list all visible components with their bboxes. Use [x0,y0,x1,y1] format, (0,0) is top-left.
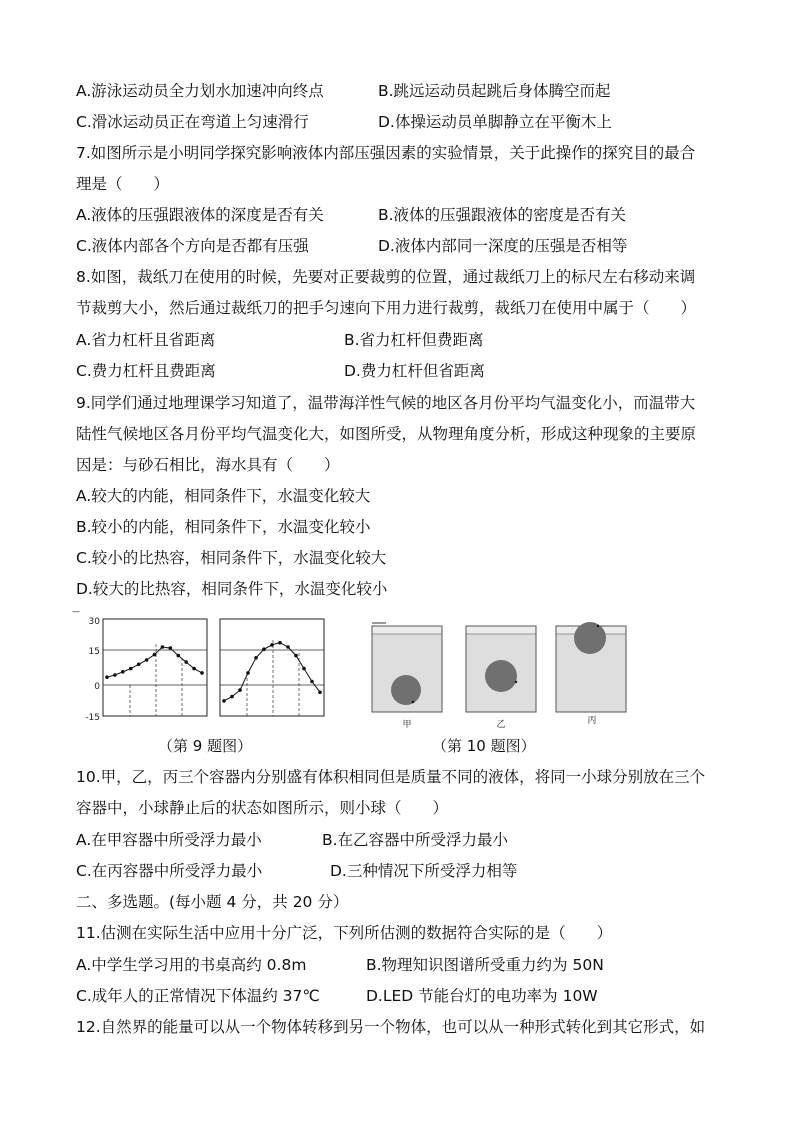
fig9-temperature-graphs [70,608,332,720]
q7-stem-line2: 理是（ ） [76,175,170,193]
left-curve-point [161,645,165,649]
q7-stem-line1: 7.如图所示是小明同学探究影响液体内部压强因素的实验情景，关于此操作的探究目的最合 [76,144,696,162]
q9-option-a: A.较大的内能，相同条件下，水温变化较大 [76,487,371,505]
label-jia: 甲 [402,720,412,730]
q8-option-a: A.省力杠杆且省距离 [76,331,216,349]
y-tick-minus15: -15 [85,713,100,720]
q8-option-c: C.费力杠杆且费距离 [76,362,216,380]
q9-option-b: B.较小的内能，相同条件下，水温变化较小 [76,518,371,536]
q10-option-b: B.在乙容器中所受浮力最小 [322,831,509,849]
q11-option-a: A.中学生学习用的书桌高约 0.8m [76,956,307,974]
y-tick-30: 30 [88,617,100,627]
right-curve-point [230,695,234,699]
right-curve-point [270,643,274,647]
fig10-caption: （第 10 题图） [432,737,536,755]
left-curve-point [137,663,141,667]
left-graph-frame [103,619,207,716]
right-curve-point [318,691,322,695]
q8-option-d: D.费力杠杆但省距离 [344,362,485,380]
right-curve-point [246,671,250,675]
container-bing [556,622,626,726]
left-curve-point [192,667,196,671]
q11-option-b: B.物理知识图谱所受重力约为 50N [366,956,604,974]
right-curve-point [294,654,298,658]
container-yi [466,626,536,730]
q11-option-d: D.LED 节能台灯的电功率为 10W [366,987,598,1005]
q9-option-d: D.较大的比热容，相同条件下，水温变化较小 [76,580,388,598]
q10-option-c: C.在丙容器中所受浮力最小 [76,862,263,880]
left-curve-point [184,660,188,664]
q12-stem-line1: 12.自然界的能量可以从一个物体转移到另一个物体，也可以从一种形式转化到其它形式，如 [76,1018,706,1036]
left-curve-point [129,667,133,671]
q10-option-d: D.三种情况下所受浮力相等 [330,862,518,880]
fig9-caption: （第 9 题图） [158,737,253,755]
ball-yi [485,660,517,692]
q7-option-b: B.液体的压强跟液体的密度是否有关 [378,206,627,224]
q8-stem-line1: 8.如图，裁纸刀在使用的时候，先要对正要裁剪的位置，通过裁纸刀上的标尺左右移动来调 [76,268,696,286]
right-curve-point [310,680,314,684]
left-curve-point [113,673,117,677]
right-curve-point [286,645,290,649]
label-bing: 丙 [587,716,597,726]
right-curve-point [262,647,266,651]
right-curve-point [302,667,306,671]
left-curve-point [153,653,157,657]
q8-option-b: B.省力杠杆但费距离 [344,331,484,349]
right-curve-point [222,699,226,703]
y-tick-0: 0 [94,682,100,692]
q6-option-b: B.跳远运动员起跳后身体腾空而起 [378,82,611,100]
fig10-containers [368,618,632,730]
q10-stem-line1: 10.甲，乙，丙三个容器内分别盛有体积相同但是质量不同的液体，将同一小球分别放在三个 [76,768,706,786]
left-curve-point [169,646,173,650]
label-yi: 乙 [496,720,506,730]
q10-option-a: A.在甲容器中所受浮力最小 [76,831,262,849]
q9-stem-line2: 陆性气候地区各月份平均气温变化大，如图所受，从物理角度分析，形成这种现象的主要原 [76,425,697,443]
q9-stem-line1: 9.同学们通过地理课学习知道了，温带海洋性气候的地区各月份平均气温变化小，而温带大 [76,394,696,412]
q8-stem-line2: 节裁剪大小，然后通过裁纸刀的把手匀速向下用力进行裁剪，裁纸刀在使用中属于（ ） [76,299,697,317]
right-curve-line [224,643,320,701]
q9-stem-line3: 因是：与砂石相比，海水具有（ ） [76,456,340,474]
container-jia [372,626,442,730]
ball-jia [391,675,421,705]
q7-option-a: A.液体的压强跟液体的深度是否有关 [76,206,324,224]
left-curve-point [200,671,204,675]
right-curve-point [238,688,242,692]
ball-bing [574,622,606,654]
q6-option-d: D.体操运动员单脚静立在平衡木上 [378,113,612,131]
q11-stem: 11.估测在实际生活中应用十分广泛，下列所估测的数据符合实际的是（ ） [76,924,613,942]
q6-option-a: A.游泳运动员全力划水加速冲向终点 [76,82,324,100]
right-curve-point [278,641,282,645]
q11-option-c: C.成年人的正常情况下体温约 37℃ [76,987,320,1005]
q9-option-c: C.较小的比热容，相同条件下，水温变化较大 [76,549,387,567]
y-tick-15: 15 [88,647,100,657]
q7-option-c: C.液体内部各个方向是否都有压强 [76,237,309,255]
left-curve-point [121,670,125,674]
left-curve-point [177,654,181,658]
section-heading-multiple-choice: 二、多选题。(每小题 4 分，共 20 分） [76,893,349,911]
right-graph-frame [220,619,324,716]
q7-option-d: D.液体内部同一深度的压强是否相等 [378,237,628,255]
svg-text:—: — [72,608,80,616]
q10-stem-line2: 容器中，小球静止后的状态如图所示，则小球（ ） [76,799,449,817]
left-curve-point [105,675,109,679]
right-curve-point [254,656,258,660]
left-curve-point [145,658,149,662]
q6-option-c: C.滑冰运动员正在弯道上匀速滑行 [76,113,309,131]
